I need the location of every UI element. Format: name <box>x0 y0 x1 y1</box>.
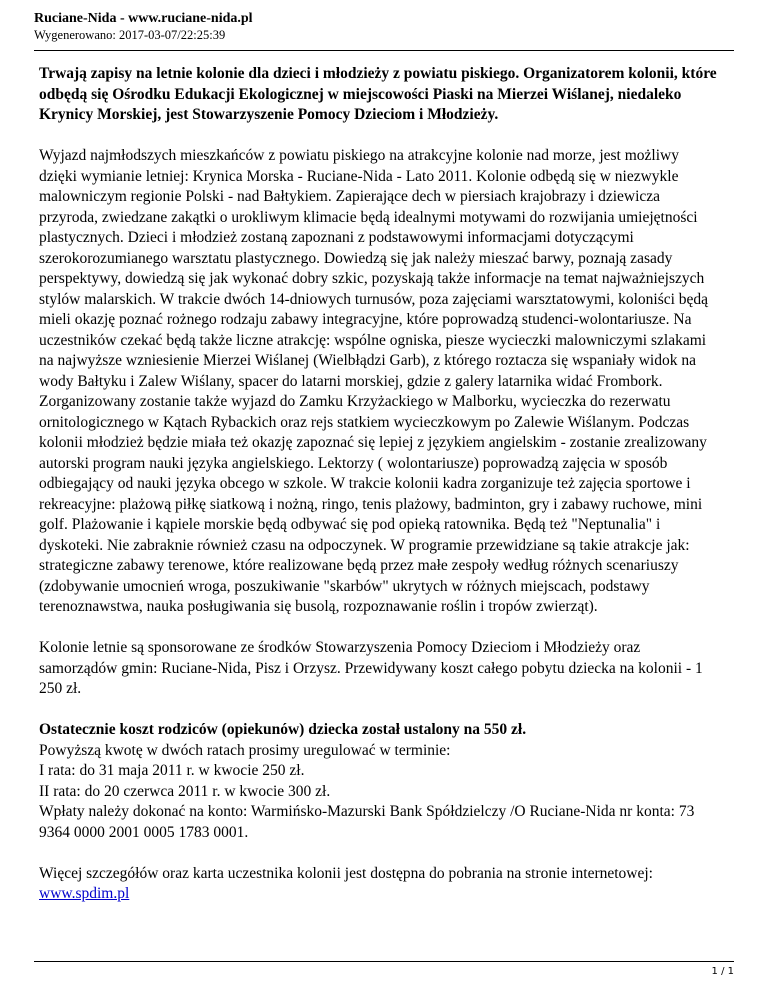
more-info-paragraph <box>39 864 719 905</box>
installments-intro: Powyższą kwotę w dwóch ratach prosimy uregulować w terminie: <box>39 741 451 759</box>
spdim-link[interactable]: www.spdim.pl <box>39 885 130 902</box>
generated-timestamp: Wygenerowano: 2017-03-07/22:25:39 <box>34 28 226 42</box>
header-divider <box>34 50 734 51</box>
bank-account: Wpłaty należy dokonać na konto: Warmińsko-Mazurski Bank Spółdzielczy /O Ruciane-Nida nr konta: 73 9364 0000 2001 0005 1783 0001. <box>39 803 695 841</box>
installment-2: II rata: do 20 czerwca 2011 r. w kwocie 300 zł. <box>39 782 331 800</box>
article-content <box>39 64 719 925</box>
installment-1: I rata: do 31 maja 2011 r. w kwocie 250 zł. <box>39 762 305 779</box>
site-title: Ruciane-Nida - www.ruciane-nida.pl <box>34 11 253 26</box>
page-number: 1 / 1 <box>711 966 734 977</box>
footer-divider <box>34 961 734 962</box>
article-body: Wyjazd najmłodszych mieszkańców z powiatu piskiego na atrakcyjne kolonie nad morze, jest możliwy dzięki wymianie letniej: Krynica Morska - Ruciane-Nida - Lato 2011. Kolonie odbędą się w niezwykle malowniczym regionie Polski - nad Bałtykiem. Zapierające dech w piersiach krajobrazy i dziewicza przyroda, zwiedzane zakątki o urokliwym klimacie będą idealnymi motywami do rozwijania umiejętności plastycznych. Dzieci i młodzież zostaną zapoznani z podstawowymi informacjami dotyczącymi szerokorozumianego warsztatu plastycznego. Dowiedzą się jak należy mieszać barwy, poznają zasady perspektywy, dowiedzą się jak wykonać dobry szkic, pozyskają także informacje na temat najważniejszych stylów malarskich. W trakcie dwóch 14-dniowych turnusów, poza zajęciami warsztatowymi, koloniści będą mieli okazję poznać rożnego rodzaju zabawy integracyjne, które poprowadzą studenci-wolontariusze. Na uczestników czekać będą także liczne atrakcję: wspólne ogniska, piesze wycieczki malowniczymi szlakami na najwyższe wzniesienie Mierzei Wiślanej (Wielbłądzi Garb), z którego roztacza się wspaniały widok na wody Bałtyku i Zalew Wiślany, spacer do latarni morskiej, gdzie z galery latarnika widać Frombork. Zorganizowany zostanie także wyjazd do Zamku Krzyżackiego w Malborku, wycieczka do rezerwatu ornitologicznego w Kątach Rybackich oraz rejs statkiem wycieczkowym po Zalewie Wiślanym. Podczas kolonii młodzież będzie miała też okazję zapoznać się lepiej z językiem angielskim - zostanie zrealizowany autorski program nauki języka angielskiego. Lektorzy ( wolontariusze) poprowadzą zajęcia w sposób odbiegający od nauki języka obcego w szkole. W trakcie kolonii kadra zorganizuje też zajęcia sportowe i rekreacyjne: plażową piłkę siatkową i nożną, ringo, tenis plażowy, badminton, gry i zabawy ruchowe, mini golf. Plażowanie i kąpiele morskie będą odbywać się pod opieką ratownika. Będą też "Neptunalia" i dyskoteki. Nie zabraknie również czasu na odpoczynek. W programie przewidziane są takie atrakcje jak: strategiczne zabawy terenowe, które realizowane będą przez małe zespoły według różnych scenariuszy (zdobywanie umocnień wroga, poszukiwanie "skarbów" ukrytych w różnych miejscach, podstawy terenoznawstwa, nauka posługiwania się busolą, rozpoznawanie roślin i tropów zwierząt). <box>39 147 709 615</box>
more-info-text: Więcej szczegółów oraz karta uczestnika kolonii jest dostępna do pobrania na stronie internetowej: <box>39 864 653 882</box>
cost-section <box>39 720 719 843</box>
document-header <box>34 10 734 43</box>
cost-heading: Ostatecznie koszt rodziców (opiekunów) dziecka został ustalony na 550 zł. <box>39 721 527 738</box>
article-lead: Trwają zapisy na letnie kolonie dla dzieci i młodzieży z powiatu piskiego. Organizatorem kolonii, które odbędą się Ośrodku Edukacji Ekologicznej w miejscowości Piaski na Mierzei Wiślanej, niedaleko Krynicy Morskiej, jest Stowarzyszenie Pomocy Dzieciom i Młodzieży. <box>39 65 717 123</box>
sponsors-paragraph: Kolonie letnie są sponsorowane ze środków Stowarzyszenia Pomocy Dzieciom i Młodzieży oraz samorządów gmin: Ruciane-Nida, Pisz i Orzysz. Przewidywany koszt całego pobytu dziecka na kolonii - 1 250 zł. <box>39 639 703 697</box>
